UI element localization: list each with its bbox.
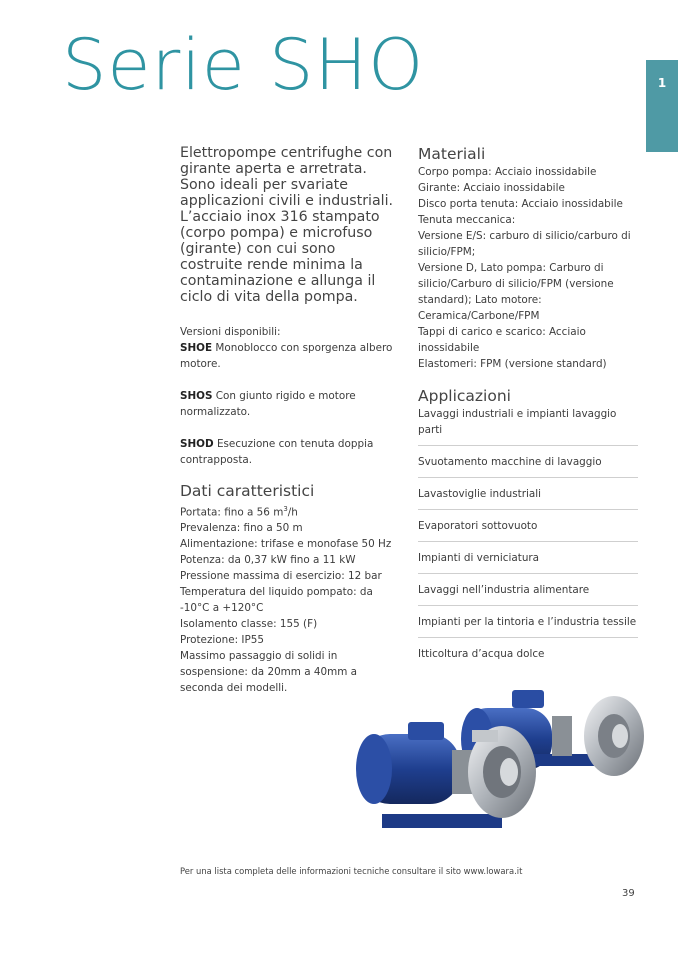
dati-line: Pressione massima di esercizio: 12 bar — [180, 570, 382, 583]
page-number: 39 — [622, 888, 635, 899]
list-item: Itticoltura d’acqua dolce — [418, 648, 545, 660]
materiali-line: Girante: Acciaio inossidabile — [418, 182, 565, 194]
materiali-line: Versione D, Lato pompa: Carburo di silicio/Carburo di silicio/FPM (versione standard); Lato motore: Ceramica/Carbone/FPM — [418, 262, 614, 322]
version-shod — [180, 436, 402, 468]
list-item: Lavaggi nell’industria alimentare — [418, 582, 638, 606]
materiali-line: Disco porta tenuta: Acciaio inossidabile — [418, 198, 623, 210]
version-code: SHOD — [180, 438, 214, 450]
dati-line: Protezione: IP55 — [180, 634, 264, 647]
materiali-line: Elastomeri: FPM (versione standard) — [418, 358, 607, 370]
intro-paragraph: Elettropompe centrifughe con girante aperta e arretrata. Sono ideali per svariate applicazioni civili e industriali. L’acciaio inox 316 stampato (corpo pompa) e microfuso (girante) con cui sono costruite rende minima la contaminazione e allunga il ciclo di vita della pompa. — [180, 145, 394, 305]
dati-line: Temperatura del liquido pompato: da -10°C a +120°C — [180, 586, 373, 615]
versions-heading: Versioni disponibili: — [180, 326, 281, 338]
pump-front — [356, 722, 536, 828]
list-item: Impianti di verniciatura — [418, 550, 638, 574]
left-column — [180, 145, 402, 696]
list-item: Lavaggi industriali e impianti lavaggio parti — [418, 406, 638, 446]
version-code: SHOS — [180, 390, 213, 402]
dati-heading: Dati caratteristici — [180, 482, 315, 500]
dati-line: Prevalenza: fino a 50 m — [180, 522, 303, 535]
list-item: Evaporatori sottovuoto — [418, 518, 638, 542]
dati-line: Alimentazione: trifase e monofase 50 Hz — [180, 538, 392, 551]
dati-portata-unit: /h — [287, 506, 298, 519]
list-item: Impianti per la tintoria e l’industria tessile — [418, 614, 638, 638]
materiali-line: Tenuta meccanica: — [418, 214, 516, 226]
dati-portata-sup: 3 — [283, 505, 288, 513]
chapter-tab: 1 — [646, 60, 678, 152]
right-column — [418, 145, 638, 677]
version-text: Monoblocco con sporgenza albero motore. — [180, 342, 393, 370]
materiali-line: Tappi di carico e scarico: Acciaio inossidabile — [418, 326, 586, 354]
footer-note: Per una lista completa delle informazioni tecniche consultare il sito www.lowara.it — [180, 866, 523, 876]
materiali-line: Corpo pompa: Acciaio inossidabile — [418, 166, 597, 178]
dati-line: Potenza: da 0,37 kW fino a 11 kW — [180, 554, 356, 567]
version-shoe — [180, 340, 402, 372]
dati-portata — [180, 501, 402, 520]
dati-line: Isolamento classe: 155 (F) — [180, 618, 318, 631]
materiali-line: Versione E/S: carburo di silicio/carburo di silicio/FPM; — [418, 230, 631, 258]
version-code: SHOE — [180, 342, 213, 354]
page-title: Serie SHO — [62, 24, 425, 106]
version-text: Esecuzione con tenuta doppia contrapposta. — [180, 438, 374, 466]
list-item: Svuotamento macchine di lavaggio — [418, 454, 638, 478]
version-shos — [180, 388, 402, 420]
version-text: Con giunto rigido e motore normalizzato. — [180, 390, 356, 418]
applicazioni-list — [418, 406, 638, 669]
dati-line: Massimo passaggio di solidi in sospensione: da 20mm a 40mm a seconda dei modelli. — [180, 650, 358, 695]
list-item: Lavastoviglie industriali — [418, 486, 638, 510]
applicazioni-heading: Applicazioni — [418, 387, 511, 405]
materiali-heading: Materiali — [418, 145, 486, 163]
pump-product-photo — [352, 686, 652, 846]
dati-portata-text: Portata: fino a 56 m — [180, 506, 284, 519]
